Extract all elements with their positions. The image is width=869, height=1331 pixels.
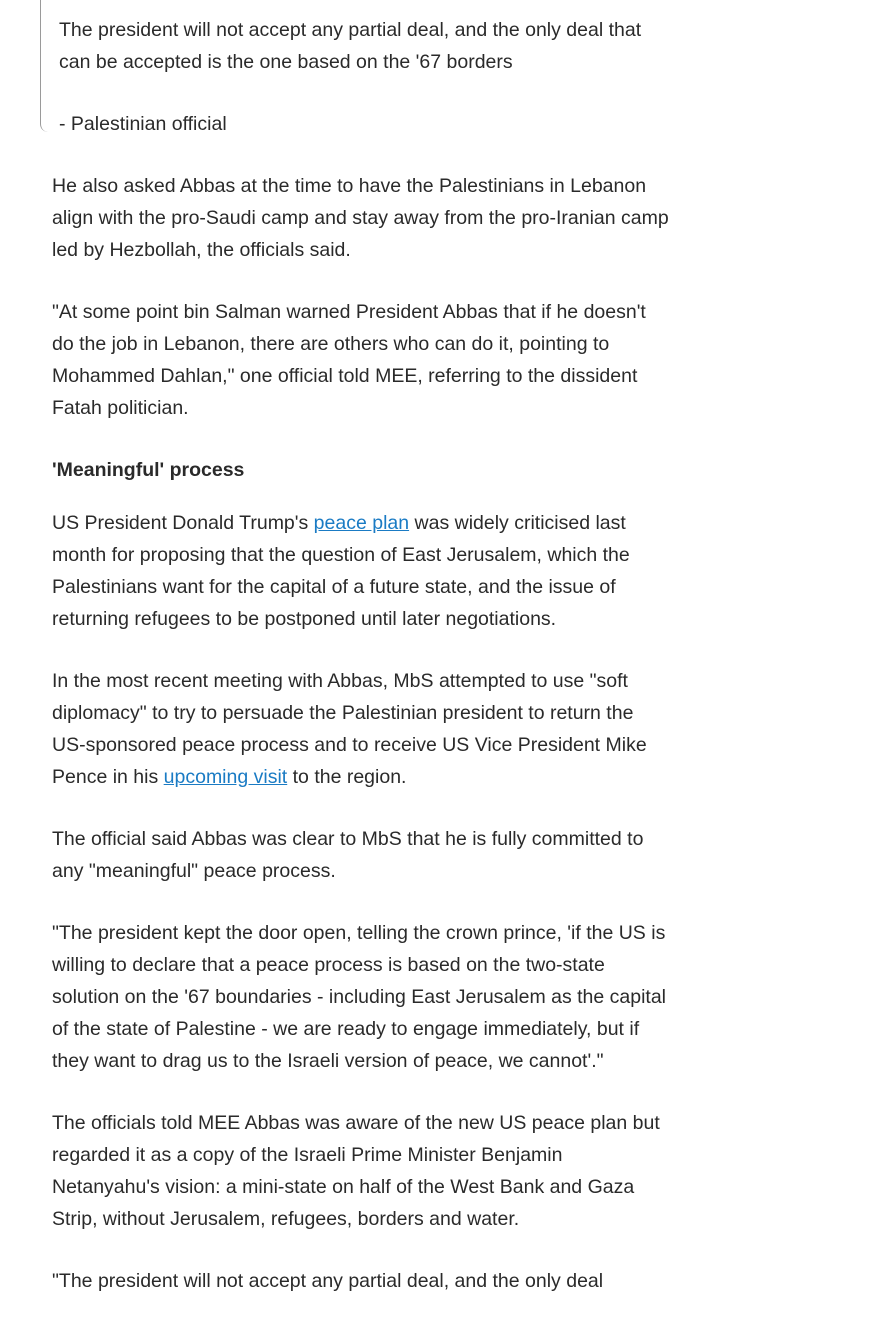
paragraph-7: The officials told MEE Abbas was aware of the new US peace plan but regarded it as a copy of the Israeli Prime Minister Benjamin Netanyahu's vision: a mini-state on half of the West Bank and Gaza Strip, without Jerusalem, refugees, borders and water. [52, 1112, 660, 1230]
paragraph-2: "At some point bin Salman warned President Abbas that if he doesn't do the job in Lebanon, there are others who can do it, pointing to Mohammed Dahlan," one official told MEE, referring to the dissident Fatah politician. [52, 301, 646, 419]
pull-quote-attribution: - Palestinian official [59, 113, 227, 135]
paragraph-4-text-start: In the most recent meeting with Abbas, MbS attempted to use "soft diplomacy" to try to persuade the Palestinian president to return the US-sponsored peace process and to receive US Vice President Mike Pence in his [52, 670, 647, 788]
paragraph-3-text-start: US President Donald Trump's [52, 512, 314, 534]
pull-quote [40, 0, 672, 135]
upcoming-visit-link[interactable]: upcoming visit [163, 766, 288, 788]
paragraph-6: "The president kept the door open, telling the crown prince, 'if the US is willing to declare that a peace process is based on the two-state solution on the '67 boundaries - including East Jerusalem as the capital of the state of Palestine - we are ready to engage immediately, but if they want to drag us to the Israeli version of peace, we cannot'." [52, 922, 667, 1072]
paragraph-3-text-end: was widely criticised last month for proposing that the question of East Jerusalem, which the Palestinians want for the capital of a future state, and the issue of returning refugees to be postponed until later negotiations. [52, 512, 630, 630]
paragraph-4 [52, 665, 672, 793]
peace-plan-link[interactable]: peace plan [313, 512, 410, 534]
paragraph-5: The official said Abbas was clear to MbS that he is fully committed to any "meaningful" peace process. [52, 828, 644, 882]
paragraph-1: He also asked Abbas at the time to have the Palestinians in Lebanon align with the pro-Saudi camp and stay away from the pro-Iranian camp led by Hezbollah, the officials said. [52, 175, 669, 261]
paragraph-8: "The president will not accept any partial deal, and the only deal [52, 1270, 604, 1292]
pull-quote-text: The president will not accept any partial deal, and the only deal that can be accepted is the one based on the '67 borders [59, 19, 642, 73]
section-heading: 'Meaningful' process [52, 459, 245, 481]
paragraph-3 [52, 507, 672, 635]
paragraph-4-text-end: to the region. [287, 766, 407, 788]
article-body [52, 0, 672, 1297]
